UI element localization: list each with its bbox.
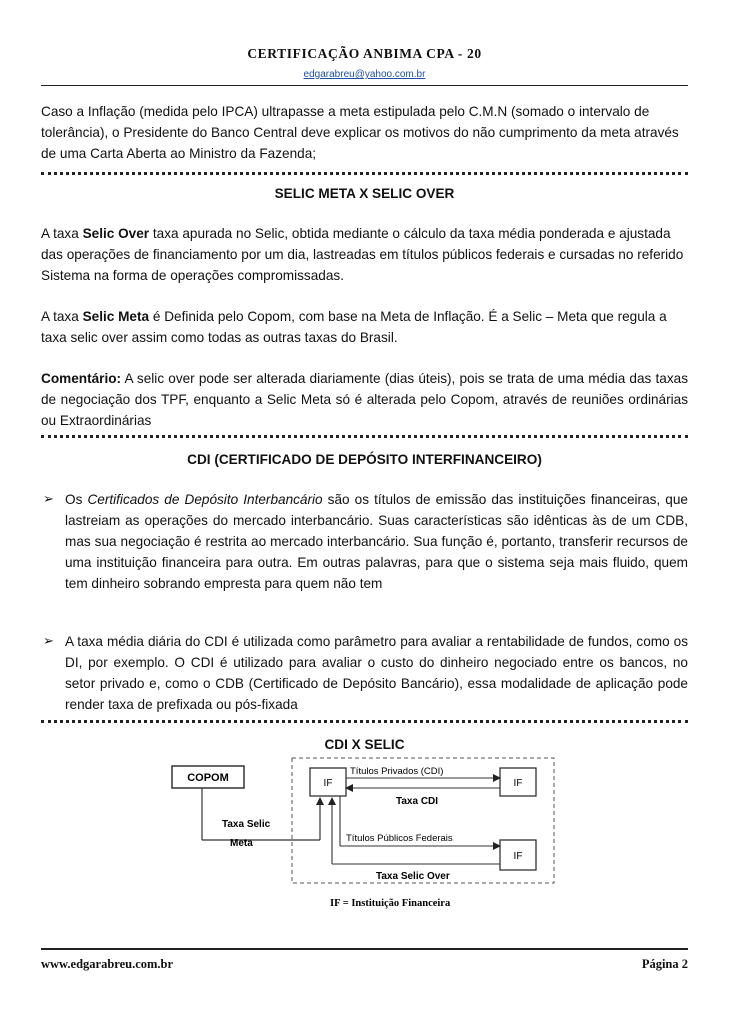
footer-divider bbox=[41, 948, 688, 950]
taxa-selic-label: Taxa Selic bbox=[222, 819, 271, 830]
footer-site-link[interactable]: www.edgarabreu.com.br bbox=[41, 957, 174, 971]
taxa-cdi-label: Taxa CDI bbox=[396, 796, 439, 807]
meta-label: Meta bbox=[230, 838, 253, 849]
page-number: Página 2 bbox=[641, 957, 688, 971]
if-box-left-label: IF bbox=[323, 778, 333, 789]
cdi-selic-diagram bbox=[160, 756, 560, 921]
arrow-bullet-icon: ➢ bbox=[43, 633, 54, 648]
titulos-privados-label: Títulos Privados (CDI) bbox=[350, 766, 444, 777]
arrow-bullet-icon: ➢ bbox=[43, 491, 54, 506]
page-header-title: CERTIFICAÇÃO ANBIMA CPA - 20 bbox=[247, 46, 482, 61]
if-box-right-bottom-label: IF bbox=[513, 851, 523, 862]
copom-label: COPOM bbox=[187, 772, 229, 784]
term-selic-over: Selic Over bbox=[82, 226, 150, 241]
dotted-separator bbox=[41, 435, 688, 438]
cdi-bullet-1: Os Certificados de Depósito Interbancário são os títulos de emissão das instituições financeiras, que lastreiam as operações do mercado interbancário. Suas características são idênticas às de um CDB, mas sua negociação é restrita ao mercado interbancário. Sua função é, portanto, transferir recursos de uma instituição financeira para outra. Em outras palavras, para que o sistema seja mais fluido, quem tem dinheiro sobrando empresta para quem não tem bbox=[65, 492, 688, 591]
header-email-link[interactable]: edgarabreu@yahoo.com.br bbox=[303, 69, 426, 80]
cdi-bullet-2: A taxa média diária do CDI é utilizada como parâmetro para avaliar a rentabilidade de fundos, como os DI, por exemplo. O CDI é utilizado para avaliar o custo do dinheiro negociado entre os bancos, no setor privado e, como o CDB (Certificado de Depósito Bancário), essa modalidade de aplicação pode render taxa de prefixada ou pós-fixada bbox=[65, 634, 688, 712]
if-box-right-top-label: IF bbox=[513, 778, 523, 789]
section-heading-cdi-x-selic: CDI X SELIC bbox=[324, 737, 405, 752]
taxa-selic-over-label: Taxa Selic Over bbox=[376, 871, 450, 882]
comment-paragraph: Comentário: A selic over pode ser alterada diariamente (dias úteis), pois se trata de uma média das taxas de negociação dos TPF, enquanto a Selic Meta só é alterada pelo Copom, através de reuniões ordinárias ou Extraordinárias bbox=[41, 371, 688, 428]
diagram-legend: IF = Instituição Financeira bbox=[330, 898, 451, 909]
dotted-separator bbox=[41, 720, 688, 723]
intro-paragraph: Caso a Inflação (medida pelo IPCA) ultrapasse a meta estipulada pelo C.M.N (somado o intervalo de tolerância), o Presidente do Banco Central deve explicar os motivos do não cumprimento da meta através de uma Carta Aberta ao Ministro da Fazenda; bbox=[41, 104, 679, 161]
term-selic-meta: Selic Meta bbox=[82, 309, 150, 324]
selic-over-paragraph: A taxa Selic Over taxa apurada no Selic, obtida mediante o cálculo da taxa média ponderada e ajustada das operações de financiamento por um dia, lastreadas em títulos públicos federais e cursadas no referido Sistema na forma de operações compromissadas. bbox=[41, 226, 684, 283]
selic-meta-paragraph: A taxa Selic Meta é Definida pelo Copom, com base na Meta de Inflação. É a Selic – Meta que regula a taxa selic over assim como todas as outras taxas do Brasil. bbox=[41, 309, 667, 345]
header-divider bbox=[41, 85, 688, 86]
section-heading-selic: SELIC META X SELIC OVER bbox=[274, 186, 455, 201]
comment-label: Comentário: bbox=[41, 371, 122, 386]
titulos-publicos-label: Títulos Públicos Federais bbox=[346, 833, 453, 844]
section-heading-cdi: CDI (CERTIFICADO DE DEPÓSITO INTERFINANCEIRO) bbox=[187, 452, 542, 467]
dotted-separator bbox=[41, 172, 688, 175]
